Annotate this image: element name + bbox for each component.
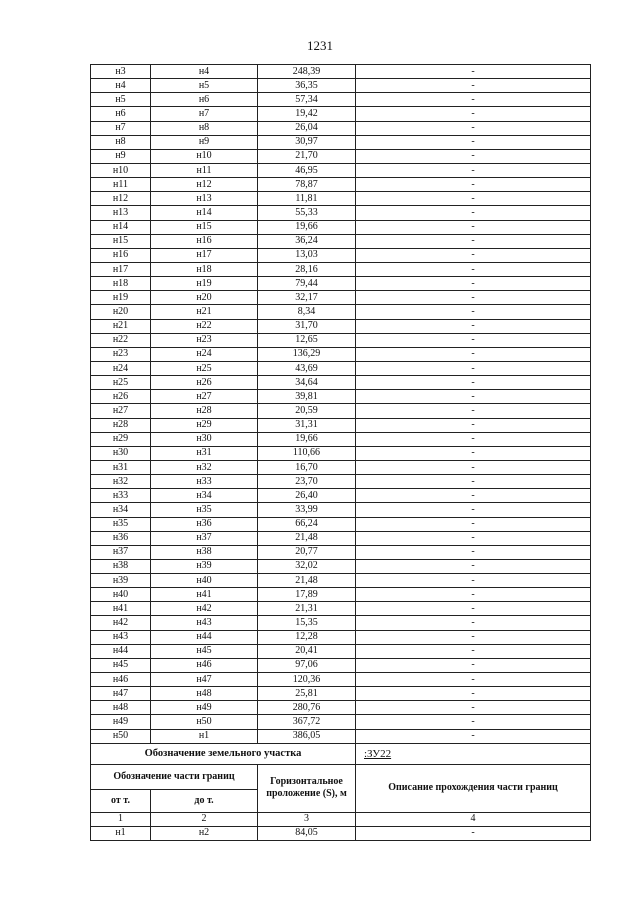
table-row	[91, 602, 591, 616]
distance: 20,59	[258, 404, 356, 418]
point-to: н14	[151, 206, 258, 220]
description: -	[356, 79, 591, 93]
table-row	[91, 163, 591, 177]
distance: 386,05	[258, 729, 356, 743]
description: -	[356, 390, 591, 404]
description: -	[356, 574, 591, 588]
point-to: н17	[151, 248, 258, 262]
point-to: н29	[151, 418, 258, 432]
distance: 16,70	[258, 460, 356, 474]
description: -	[356, 121, 591, 135]
distance: 34,64	[258, 376, 356, 390]
distance: 32,02	[258, 559, 356, 573]
table-row	[91, 715, 591, 729]
distance: 19,66	[258, 432, 356, 446]
description: -	[356, 630, 591, 644]
point-from: н18	[91, 277, 151, 291]
point-to: н6	[151, 93, 258, 107]
point-to: н35	[151, 503, 258, 517]
distance: 79,44	[258, 277, 356, 291]
distance: 31,70	[258, 319, 356, 333]
table-row	[91, 517, 591, 531]
point-to: н4	[151, 65, 258, 79]
description: -	[356, 234, 591, 248]
description: -	[356, 446, 591, 460]
description: -	[356, 644, 591, 658]
description: -	[356, 135, 591, 149]
point-from: н35	[91, 517, 151, 531]
point-from: н3	[91, 65, 151, 79]
point-to: н23	[151, 333, 258, 347]
point-from: н12	[91, 192, 151, 206]
point-to: н20	[151, 291, 258, 305]
plot-code: :ЗУ22	[356, 743, 591, 764]
distance: 21,31	[258, 602, 356, 616]
table-row	[91, 658, 591, 672]
point-to: н45	[151, 644, 258, 658]
description: -	[356, 319, 591, 333]
plot-label-row	[91, 743, 591, 764]
point-to: н39	[151, 559, 258, 573]
point-from: н45	[91, 658, 151, 672]
distance: 17,89	[258, 588, 356, 602]
point-from: н21	[91, 319, 151, 333]
description: -	[356, 305, 591, 319]
point-to: н38	[151, 545, 258, 559]
table-row	[91, 503, 591, 517]
point-from: н27	[91, 404, 151, 418]
description: -	[356, 826, 591, 840]
point-to: н28	[151, 404, 258, 418]
description: -	[356, 432, 591, 446]
description: -	[356, 701, 591, 715]
table-row	[91, 178, 591, 192]
point-from: н20	[91, 305, 151, 319]
description: -	[356, 206, 591, 220]
point-from: н17	[91, 262, 151, 276]
distance: 21,70	[258, 149, 356, 163]
point-to: н21	[151, 305, 258, 319]
point-from: н9	[91, 149, 151, 163]
table-row	[91, 319, 591, 333]
table-row	[91, 277, 591, 291]
point-from: н33	[91, 489, 151, 503]
description: -	[356, 658, 591, 672]
distance: 8,34	[258, 305, 356, 319]
description: -	[356, 376, 591, 390]
point-from: н31	[91, 460, 151, 474]
distance: 11,81	[258, 192, 356, 206]
point-to: н41	[151, 588, 258, 602]
description: -	[356, 517, 591, 531]
point-from: н23	[91, 347, 151, 361]
point-from: н32	[91, 475, 151, 489]
point-to: н30	[151, 432, 258, 446]
boundary-table	[90, 64, 591, 841]
table-row	[91, 545, 591, 559]
distance: 33,99	[258, 503, 356, 517]
distance: 26,04	[258, 121, 356, 135]
point-from: н43	[91, 630, 151, 644]
point-from: н37	[91, 545, 151, 559]
distance: 66,24	[258, 517, 356, 531]
point-from: н1	[91, 826, 151, 840]
table-row	[91, 729, 591, 743]
description: -	[356, 460, 591, 474]
description: -	[356, 192, 591, 206]
table-row	[91, 234, 591, 248]
point-from: н42	[91, 616, 151, 630]
point-from: н38	[91, 559, 151, 573]
point-to: н10	[151, 149, 258, 163]
distance: 46,95	[258, 163, 356, 177]
point-from: н19	[91, 291, 151, 305]
description: -	[356, 503, 591, 517]
distance: 20,41	[258, 644, 356, 658]
point-from: н40	[91, 588, 151, 602]
point-to: н18	[151, 262, 258, 276]
table-row	[91, 79, 591, 93]
point-to: н11	[151, 163, 258, 177]
distance: 21,48	[258, 531, 356, 545]
column-number-row	[91, 812, 591, 826]
description: -	[356, 715, 591, 729]
point-from: н10	[91, 163, 151, 177]
table-row	[91, 432, 591, 446]
distance: 120,36	[258, 673, 356, 687]
point-to: н19	[151, 277, 258, 291]
point-from: н48	[91, 701, 151, 715]
description: -	[356, 418, 591, 432]
header-row	[91, 764, 591, 789]
distance: 31,31	[258, 418, 356, 432]
point-to: н8	[151, 121, 258, 135]
point-to: н47	[151, 673, 258, 687]
table-row	[91, 305, 591, 319]
point-to: н15	[151, 220, 258, 234]
description: -	[356, 107, 591, 121]
table-row	[91, 418, 591, 432]
distance: 367,72	[258, 715, 356, 729]
point-from: н11	[91, 178, 151, 192]
point-to: н9	[151, 135, 258, 149]
table-row	[91, 404, 591, 418]
distance: 55,33	[258, 206, 356, 220]
point-from: н4	[91, 79, 151, 93]
header-horizontal: Горизонтальное проложение (S), м	[258, 764, 356, 812]
point-to: н26	[151, 376, 258, 390]
point-to: н32	[151, 460, 258, 474]
point-from: н39	[91, 574, 151, 588]
table-row	[91, 475, 591, 489]
distance: 19,42	[258, 107, 356, 121]
table-row	[91, 347, 591, 361]
table-row	[91, 262, 591, 276]
point-from: н44	[91, 644, 151, 658]
point-to: н43	[151, 616, 258, 630]
table-row	[91, 390, 591, 404]
point-from: н24	[91, 361, 151, 375]
description: -	[356, 673, 591, 687]
distance: 12,65	[258, 333, 356, 347]
point-to: н50	[151, 715, 258, 729]
column-number: 2	[151, 812, 258, 826]
header-to: до т.	[151, 789, 258, 812]
distance: 23,70	[258, 475, 356, 489]
description: -	[356, 163, 591, 177]
point-to: н40	[151, 574, 258, 588]
point-to: н33	[151, 475, 258, 489]
description: -	[356, 277, 591, 291]
page-number: 1231	[307, 38, 333, 53]
table-row	[91, 135, 591, 149]
description: -	[356, 291, 591, 305]
point-from: н22	[91, 333, 151, 347]
point-to: н5	[151, 79, 258, 93]
distance: 97,06	[258, 658, 356, 672]
table-row	[91, 206, 591, 220]
column-number: 3	[258, 812, 356, 826]
description: -	[356, 347, 591, 361]
point-from: н6	[91, 107, 151, 121]
distance: 136,29	[258, 347, 356, 361]
description: -	[356, 729, 591, 743]
distance: 39,81	[258, 390, 356, 404]
distance: 28,16	[258, 262, 356, 276]
table-row	[91, 333, 591, 347]
description: -	[356, 404, 591, 418]
distance: 30,97	[258, 135, 356, 149]
point-to: н27	[151, 390, 258, 404]
distance: 12,28	[258, 630, 356, 644]
table-row	[91, 291, 591, 305]
table-row	[91, 673, 591, 687]
point-from: н46	[91, 673, 151, 687]
distance: 32,17	[258, 291, 356, 305]
point-to: н31	[151, 446, 258, 460]
table-row	[91, 107, 591, 121]
table-row	[91, 149, 591, 163]
table-row	[91, 192, 591, 206]
point-to: н7	[151, 107, 258, 121]
table-row	[91, 460, 591, 474]
header-from: от т.	[91, 789, 151, 812]
table-row	[91, 446, 591, 460]
description: -	[356, 531, 591, 545]
description: -	[356, 475, 591, 489]
boundary-rows	[91, 65, 591, 744]
point-to: н16	[151, 234, 258, 248]
distance: 15,35	[258, 616, 356, 630]
point-to: н24	[151, 347, 258, 361]
point-from: н7	[91, 121, 151, 135]
point-from: н15	[91, 234, 151, 248]
description: -	[356, 248, 591, 262]
distance: 280,76	[258, 701, 356, 715]
description: -	[356, 588, 591, 602]
distance: 36,24	[258, 234, 356, 248]
table-row	[91, 826, 591, 840]
distance: 248,39	[258, 65, 356, 79]
distance: 20,77	[258, 545, 356, 559]
description: -	[356, 559, 591, 573]
distance: 78,87	[258, 178, 356, 192]
table-row	[91, 701, 591, 715]
table-row	[91, 559, 591, 573]
description: -	[356, 361, 591, 375]
description: -	[356, 602, 591, 616]
description: -	[356, 687, 591, 701]
point-to: н12	[151, 178, 258, 192]
point-from: н26	[91, 390, 151, 404]
description: -	[356, 616, 591, 630]
point-to: н1	[151, 729, 258, 743]
point-to: н25	[151, 361, 258, 375]
distance: 84,05	[258, 826, 356, 840]
table-row	[91, 574, 591, 588]
table-row	[91, 630, 591, 644]
description: -	[356, 178, 591, 192]
point-to: н2	[151, 826, 258, 840]
point-to: н34	[151, 489, 258, 503]
point-from: н16	[91, 248, 151, 262]
column-number: 4	[356, 812, 591, 826]
distance: 110,66	[258, 446, 356, 460]
table-row	[91, 93, 591, 107]
table-row	[91, 644, 591, 658]
table-row	[91, 220, 591, 234]
table-row	[91, 687, 591, 701]
point-from: н29	[91, 432, 151, 446]
description: -	[356, 333, 591, 347]
distance: 36,35	[258, 79, 356, 93]
point-from: н49	[91, 715, 151, 729]
description: -	[356, 149, 591, 163]
distance: 43,69	[258, 361, 356, 375]
description: -	[356, 262, 591, 276]
header-parts: Обозначение части границ	[91, 764, 258, 789]
table-row	[91, 489, 591, 503]
table-row	[91, 361, 591, 375]
point-to: н36	[151, 517, 258, 531]
point-to: н42	[151, 602, 258, 616]
table-row	[91, 121, 591, 135]
point-from: н14	[91, 220, 151, 234]
distance: 25,81	[258, 687, 356, 701]
distance: 26,40	[258, 489, 356, 503]
table-row	[91, 588, 591, 602]
description: -	[356, 545, 591, 559]
point-from: н34	[91, 503, 151, 517]
table-row	[91, 616, 591, 630]
description: -	[356, 220, 591, 234]
point-from: н5	[91, 93, 151, 107]
point-to: н49	[151, 701, 258, 715]
point-to: н46	[151, 658, 258, 672]
distance: 21,48	[258, 574, 356, 588]
table-row	[91, 248, 591, 262]
point-from: н41	[91, 602, 151, 616]
distance: 19,66	[258, 220, 356, 234]
distance: 57,34	[258, 93, 356, 107]
point-from: н36	[91, 531, 151, 545]
description: -	[356, 489, 591, 503]
table-row	[91, 65, 591, 79]
description: -	[356, 93, 591, 107]
point-to: н13	[151, 192, 258, 206]
table-row	[91, 531, 591, 545]
point-from: н47	[91, 687, 151, 701]
column-number: 1	[91, 812, 151, 826]
description: -	[356, 65, 591, 79]
point-to: н37	[151, 531, 258, 545]
point-to: н22	[151, 319, 258, 333]
point-from: н28	[91, 418, 151, 432]
table-row	[91, 376, 591, 390]
point-from: н30	[91, 446, 151, 460]
header-description: Описание прохождения части границ	[356, 764, 591, 812]
distance: 13,03	[258, 248, 356, 262]
point-from: н25	[91, 376, 151, 390]
point-from: н50	[91, 729, 151, 743]
point-from: н8	[91, 135, 151, 149]
point-from: н13	[91, 206, 151, 220]
point-to: н44	[151, 630, 258, 644]
point-to: н48	[151, 687, 258, 701]
plot-label: Обозначение земельного участка	[91, 743, 356, 764]
